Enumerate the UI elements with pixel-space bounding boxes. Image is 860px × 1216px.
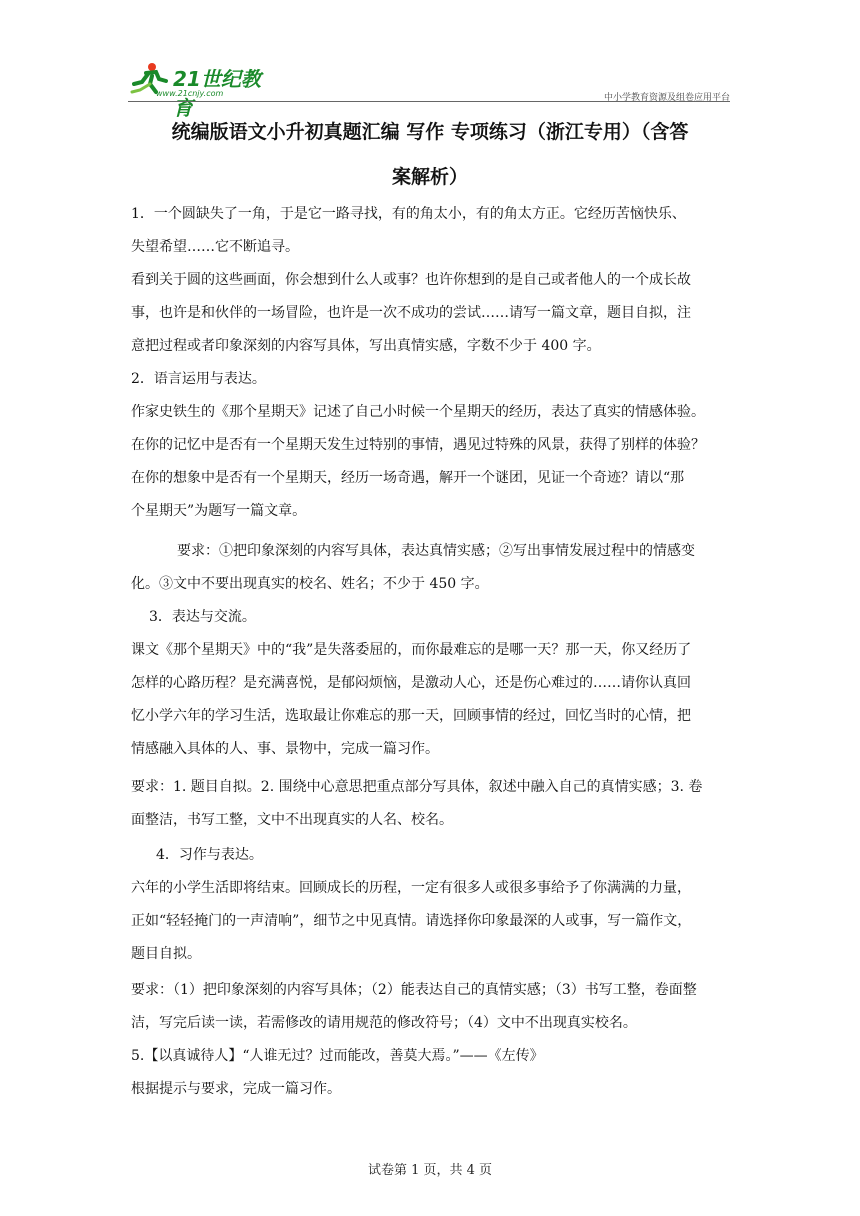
page-title-line-2: 案解析） (391, 166, 468, 188)
text-line: 事，也许是和伙伴的一场冒险，也许是一次不成功的尝试……请写一篇文章，题目自拟，注 (131, 305, 691, 321)
text-line: 题目自拟。 (131, 946, 201, 962)
page-title-line-1: 统编版语文小升初真题汇编 写作 专项练习（浙江专用）（含答 (171, 121, 689, 143)
text-line: 意把过程或者印象深刻的内容写具体，写出真情实感，字数不少于 400 字。 (131, 338, 601, 354)
text-line: 情感融入具体的人、事、景物中，完成一篇习作。 (131, 741, 439, 757)
text-line: 正如“轻轻掩门的一声清响”，细节之中见真情。请选择你印象最深的人或事，写一篇作文， (131, 913, 692, 929)
text-line: 忆小学六年的学习生活，选取最让你难忘的那一天，回顾事情的经过，回忆当时的心情，把 (131, 708, 691, 724)
text-line: 课文《那个星期天》中的“我”是失落委屈的，而你最难忘的是哪一天？那一天，你又经历了 (131, 642, 692, 658)
text-line: 要求：1. 题目自拟。2. 围绕中心意思把重点部分写具体，叙述中融入自己的真情实感；3. 卷 (131, 779, 703, 795)
text-line: 失望希望……它不断追寻。 (131, 239, 299, 255)
page-footer: 试卷第 1 页，共 4 页 (367, 1163, 493, 1178)
text-line: 2．语言运用与表达。 (131, 371, 266, 387)
text-line: 1．一个圆缺失了一角，于是它一路寻找，有的角太小，有的角太方正。它经历苦恼快乐、 (131, 206, 686, 222)
text-line: 作家史铁生的《那个星期天》记述了自己小时候一个星期天的经历，表达了真实的情感体验。 (131, 404, 705, 420)
text-line: 在你的记忆中是否有一个星期天发生过特别的事情，遇见过特殊的风景，获得了别样的体验？ (131, 437, 705, 453)
logo-url: www.21cnjy.com (156, 89, 224, 98)
page-header (128, 60, 730, 120)
text-line: 六年的小学生活即将结束。回顾成长的历程，一定有很多人或很多事给予了你满满的力量， (131, 880, 691, 896)
text-line: 根据提示与要求，完成一篇习作。 (131, 1081, 341, 1097)
text-line: 看到关于圆的这些画面，你会想到什么人或事？也许你想到的是自己或者他人的一个成长故 (131, 272, 691, 288)
text-line: 怎样的心路历程？是充满喜悦，是郁闷烦恼，是激动人心，还是伤心难过的……请你认真回 (131, 675, 691, 691)
text-line: 个星期天”为题写一篇文章。 (131, 503, 307, 519)
text-line: 3．表达与交流。 (149, 609, 256, 625)
logo (128, 60, 268, 120)
text-line: 要求：（1）把印象深刻的内容写具体；（2）能表达自己的真情实感；（3）书写工整，卷面整 (131, 982, 697, 998)
text-line: 面整洁，书写工整，文中不出现真实的人名、校名。 (131, 812, 453, 828)
text-line: 洁，写完后读一读，若需修改的请用规范的修改符号；（4）文中不出现真实校名。 (131, 1015, 637, 1031)
text-line: 要求：①把印象深刻的内容写具体，表达真情实感；②写出事情发展过程中的情感变 (177, 543, 695, 559)
text-line: 在你的想象中是否有一个星期天，经历一场奇遇，解开一个谜团，见证一个奇迹？请以“那 (131, 470, 685, 486)
header-divider (128, 101, 730, 102)
platform-label: 中小学教育资源及组卷应用平台 (603, 93, 730, 103)
text-line: 化。③文中不要出现真实的校名、姓名；不少于 450 字。 (131, 576, 489, 592)
text-line: 4．习作与表达。 (156, 847, 263, 863)
logo-text: 21世纪教育 (173, 67, 261, 120)
text-line: 5.【以真诚待人】“人谁无过？过而能改，善莫大焉。”——《左传》 (131, 1048, 544, 1064)
